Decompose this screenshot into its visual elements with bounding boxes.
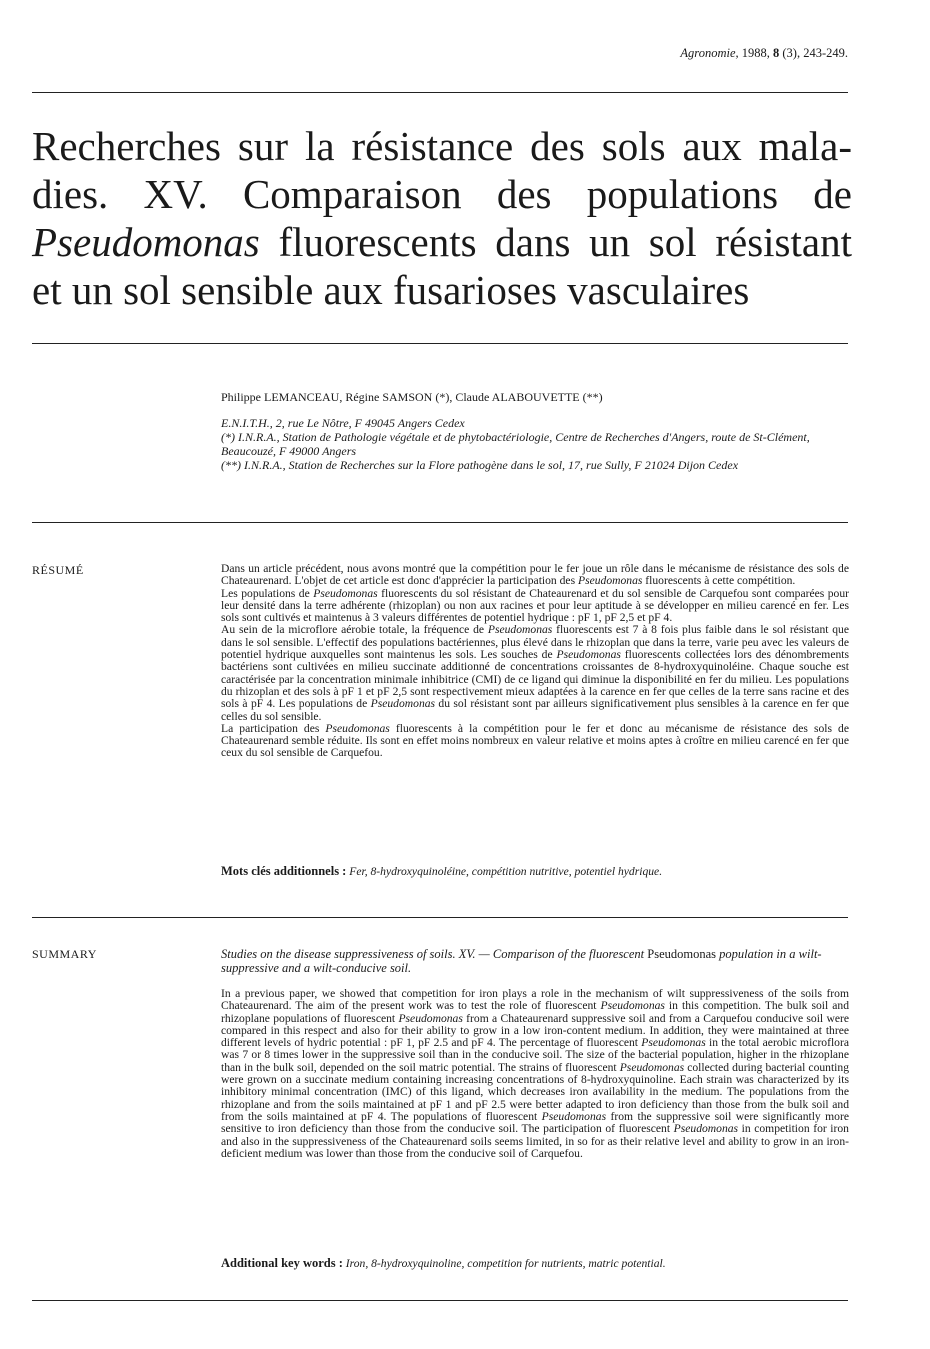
title-line-4: et un sol sensible aux fusarioses vasculaires [32, 267, 750, 313]
authors-block [221, 390, 851, 472]
affiliation-1: E.N.I.T.H., 2, rue Le Nôtre, F 49045 Angers Cedex [221, 416, 465, 430]
resume-body [221, 563, 849, 760]
resume-paragraph-1: Dans un article précédent, nous avons montré que la compétition pour le fer joue un rôle dans le mécanisme de résistance des sols de Chateaurenard. L'objet de cet article est donc d'apprécier la participation des Pseudomonas fluorescents à cette compétition. [221, 562, 849, 588]
summary-label: SUMMARY [32, 947, 97, 961]
title-line-1: Recherches sur la résistance des sols aux mala- [32, 123, 852, 169]
affiliation-2: (*) I.N.R.A., Station de Pathologie végétale et de phytobactériologie, Centre de Recherches d'Angers, route de St-Clément, Beaucouzé, F 49000 Angers [221, 430, 810, 458]
title-genus: Pseudomonas [32, 219, 260, 265]
resume-paragraph-2: Les populations de Pseudomonas fluorescents du sol résistant de Chateaurenard et du sol sensible de Carquefou sont comparées pour leur densité dans la terre adhérente (rhizoplan) ou non aux racines et pour leur aptitude à se développer en milieu carencé en fer. Les sols sont cultivés et maintenus à 3 valeurs différentes de potentiel hydrique : pF 1, pF 2,5 et pF 4. [221, 586, 850, 625]
affiliation-3: (**) I.N.R.A., Station de Recherches sur la Flore pathogène dans le sol, 17, rue Sully, F 21024 Dijon Cedex [221, 458, 739, 472]
issue-pages: (3), 243-249. [779, 46, 848, 60]
year: 1988, [738, 46, 773, 60]
article-title [32, 122, 852, 314]
title-line-3-rest: fluorescents dans un sol résistant [259, 219, 852, 265]
journal-name: Agronomie, [680, 46, 739, 60]
resume-keywords-label: Mots clés additionnels : [221, 864, 347, 878]
summary-keywords-text: Iron, 8-hydroxyquinoline, competition for nutrients, matric potential. [342, 1257, 666, 1270]
resume-paragraph-4: La participation des Pseudomonas fluorescents à la compétition pour le fer et donc au mécanisme de résistance des sols de Chateaurenard semble réduite. Ils sont en effet moins nombreux en valeur relative et moins aptes à croître en milieu carencé en fer que ceux du sol sensible de Carquefou. [221, 721, 849, 760]
resume-paragraph-3: Au sein de la microflore aérobie totale, la fréquence de Pseudomonas fluorescents est 7 à 8 fois plus faible dans le sol résistant que dans le sol sensible. L'effectif des populations bactériennes, plus élevé dans le rhizoplan que dans la terre, varie peu avec les valeurs de potentiel hydrique auxquelles sont maintenus les sols. Les souches de Pseudomonas fluorescents collectées lors des dénombrements bactériens sont cultivées en milieu succinate additionné de concentrations croissantes de 8-hydroxyquinoléine. Chaque souche est caractérisée par la concentration minimale inhibitrice (CMI) de ce ligand qui diminue la disponibilité en fer du milieu. Les populations du rhizoplan et des sols à pF 1 et pF 2,5 sont respectivement mieux adaptées à la carence en fer que celles de la terre sans racine et des sols à pF 4. Les populations de Pseudomonas du sol résistant sont par ailleurs significativement plus sensibles à la carence en fer que celles du sol sensible. [221, 623, 850, 723]
authors-rule [32, 522, 848, 523]
title-line-2: dies. XV. Comparaison des populations de [32, 171, 852, 217]
volume: 8 [773, 46, 780, 60]
bottom-rule [32, 1300, 848, 1301]
summary-title: Studies on the disease suppressiveness of soils. XV. — Comparison of the fluorescent Pseudomonas population in a wilt-suppressive and a wilt-conducive soil. [221, 947, 822, 975]
resume-label: RÉSUMÉ [32, 563, 84, 577]
citation [680, 46, 848, 61]
resume-rule [32, 917, 848, 918]
authors: Philippe LEMANCEAU, Régine SAMSON (*), Claude ALABOUVETTE (**) [221, 390, 603, 404]
resume-keywords [221, 864, 849, 879]
summary-body [221, 988, 849, 1160]
summary-keywords [221, 1256, 849, 1271]
top-rule [32, 92, 848, 93]
title-line-3 [32, 218, 852, 266]
summary-paragraph: In a previous paper, we showed that competition for iron plays a role in the mechanism of wilt suppressiveness of the soils from Chateaurenard. The aim of the present work was to test the role of fluorescent Pseudomonas in this competition. The bulk soil and rhizoplane populations of fluorescent Pseudomonas from a Chateaurenard suppressive soil and from a Carquefou conducive soil were compared in this respect and also for their ability to grow in a low iron-content medium. In addition, they were maintained at three different levels of hydric potential : pF 1, pF 2.5 and pF 4. The percentage of fluorescent Pseudomonas in the total aerobic microflora was 7 or 8 times lower in the suppressive soil than in the conducive soil. The size of the bacterial population, higher in the rhizoplane than in the bulk soil, depended on the soil matric potential. The strains of fluorescent Pseudomonas collected during bacterial counting were grown on a succinate medium containing increasing concentrations of 8-hydroxyquinoline. Each strain was characterized by its inhibitory minimal concentration (IMC) of this ligand, which decreases iron availability in the medium. The populations from the rhizoplane and from the soils maintained at pF 1 and pF 2.5 were better adapted to iron deficiency than those from the bulk soil and from the soils maintained at pF 4. The populations of fluorescent Pseudomonas from the suppressive soil were significantly more sensitive to iron deficiency than those from the conducive soil. The participation of fluorescent Pseudomonas in competition for iron and also in the suppressiveness of the Chateaurenard soils seems limited, in so for as their relative level and ability to grow in an iron-deficient medium was lower than those from the conducive soil of Carquefou. [221, 987, 849, 1160]
title-rule [32, 343, 848, 344]
resume-keywords-text: Fer, 8-hydroxyquinoléine, compétition nutritive, potentiel hydrique. [346, 865, 663, 878]
summary-keywords-label: Additional key words : [221, 1256, 343, 1270]
